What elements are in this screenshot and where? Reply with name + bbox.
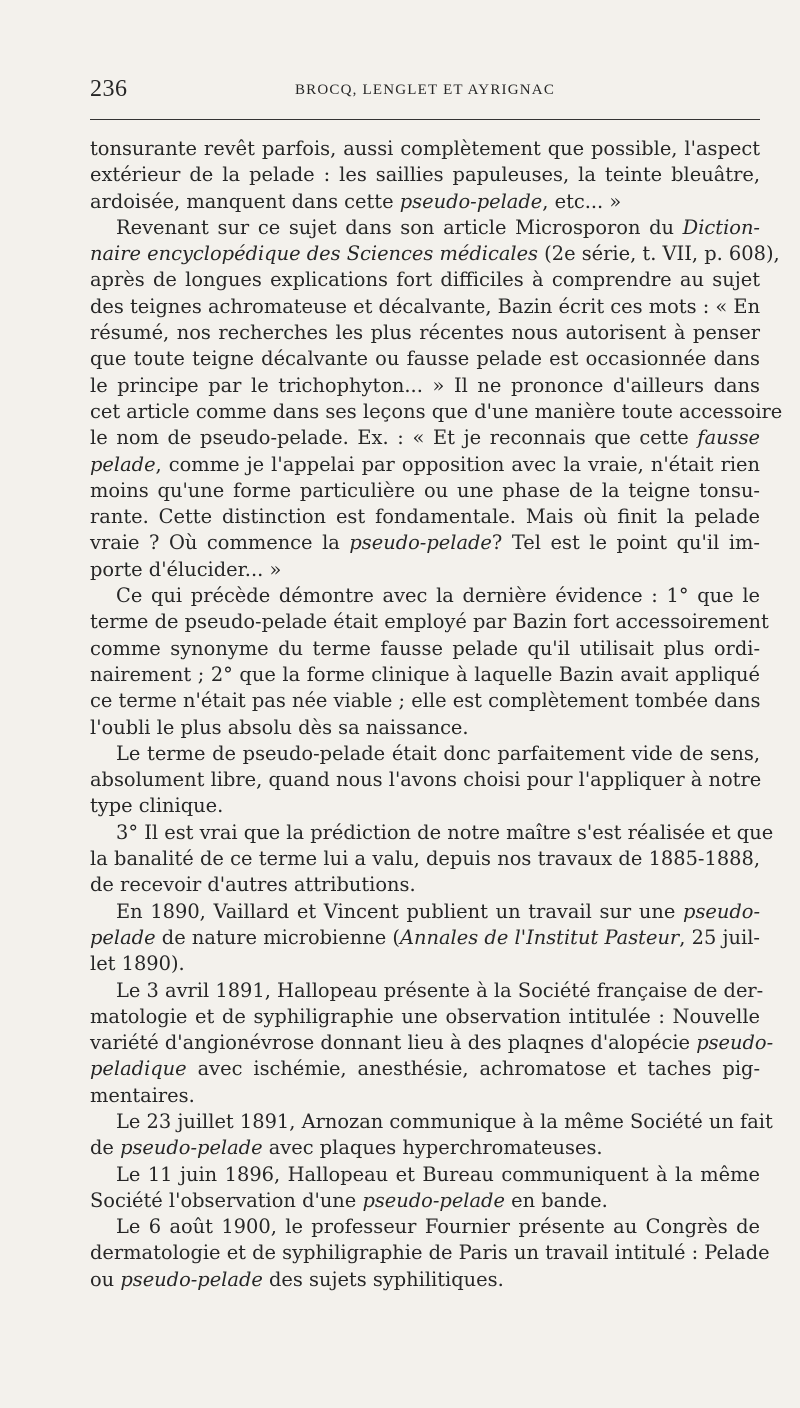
text-line	[90, 1030, 774, 1056]
italic-text: peladique	[90, 1057, 187, 1081]
text-run: porte d'élucider... »	[90, 557, 282, 581]
text-line	[90, 978, 764, 1004]
text-run: Ce qui précède démontre avec la dernière évidence : 1° que le	[116, 584, 760, 608]
text-line	[90, 346, 760, 372]
text-line	[90, 1056, 760, 1082]
text-line	[90, 662, 760, 688]
text-line	[90, 715, 760, 741]
text-run: Le 11 juin 1896, Hallopeau et Bureau communiquent à la même	[116, 1162, 760, 1186]
text-run: terme de pseudo-pelade était employé par Bazin fort accessoirement	[90, 610, 769, 634]
text-run: cet article comme dans ses leçons que d'une manière toute accessoire	[90, 399, 783, 423]
text-run: que toute teigne décalvante ou fausse pelade est occasionnée dans	[90, 347, 760, 371]
text-run: , etc... »	[542, 189, 622, 213]
text-run: en bande.	[504, 1188, 608, 1212]
running-head: BROCQ, LENGLET ET AYRIGNAC	[294, 82, 556, 98]
text-run: ? Tel est le point qu'il im-	[491, 531, 760, 555]
text-run: ardoisée, manquent dans cette	[90, 189, 400, 213]
italic-text: Annales de l'Institut Pasteur	[400, 925, 680, 949]
italic-text: pelade	[90, 925, 156, 949]
text-run: avec plaques hyperchromateuses.	[262, 1136, 603, 1160]
text-line	[90, 741, 760, 767]
text-line	[90, 530, 760, 556]
body-text	[90, 136, 783, 1293]
italic-text: pseudo-pelade	[120, 1267, 263, 1291]
text-line	[90, 373, 760, 399]
text-line	[90, 478, 760, 504]
text-run: le principe par le trichophyton... » Il ne prononce d'ailleurs dans	[90, 373, 760, 397]
text-run: variété d'angionévrose donnant lieu à des plaqnes d'alopécie	[90, 1031, 697, 1055]
text-line	[90, 688, 760, 714]
text-run: extérieur de la pelade : les saillies papuleuses, la teinte bleuâtre,	[90, 163, 760, 187]
text-line	[90, 557, 760, 583]
text-run: ce terme n'était pas née viable ; elle est complètement tombée dans	[90, 689, 761, 713]
text-run: l'oubli le plus absolu dès sa naissance.	[90, 715, 469, 739]
text-run: Revenant sur ce sujet dans son article Microsporon du	[116, 215, 683, 239]
text-run: de	[90, 1136, 121, 1160]
italic-text: pseudo-	[696, 1031, 774, 1055]
text-line	[90, 267, 760, 293]
text-run: avec ischémie, anesthésie, achromatose et taches pig-	[186, 1057, 760, 1081]
text-line	[90, 925, 760, 951]
text-run: le nom de pseudo-pelade. Ex. : « Et je reconnais que cette	[90, 426, 698, 450]
text-line	[90, 1083, 760, 1109]
text-run: En 1890, Vaillard et Vincent publient un travail sur une	[116, 899, 684, 923]
italic-text: pseudo-pelade	[362, 1188, 505, 1212]
text-line	[90, 899, 760, 925]
text-line	[90, 636, 760, 662]
text-line	[90, 294, 760, 320]
text-run: de nature microbienne (	[155, 925, 400, 949]
italic-text: pseudo-pelade	[120, 1136, 263, 1160]
italic-text: pseudo-pelade	[399, 189, 543, 213]
text-line	[90, 872, 760, 898]
text-line	[90, 504, 760, 530]
text-line	[90, 1214, 760, 1240]
text-run: Le 6 août 1900, le professeur Fournier présente au Congrès de	[116, 1215, 760, 1239]
text-line	[90, 820, 774, 846]
text-line	[90, 136, 760, 162]
text-line	[90, 846, 760, 872]
page-number: 236	[90, 76, 128, 102]
text-line	[90, 425, 760, 451]
text-line	[90, 189, 760, 215]
text-run: mentaires.	[90, 1083, 195, 1107]
text-run: des teignes achromateuse et décalvante, Bazin écrit ces mots : « En	[90, 294, 761, 318]
text-line	[90, 452, 760, 478]
text-run: , comme je l'appelai par opposition avec la vraie, n'était rien	[155, 452, 760, 476]
italic-text: Diction-	[682, 215, 760, 239]
text-run: moins qu'une forme particulière ou une phase de la teigne tonsu-	[90, 478, 760, 502]
text-run: (2e série, t. VII, p. 608),	[538, 242, 780, 266]
header-rule	[90, 119, 760, 120]
italic-text: fausse	[697, 426, 760, 450]
text-run: type clinique.	[90, 794, 224, 818]
text-run: dermatologie et de syphiligraphie de Paris un travail intitulé : Pelade	[90, 1241, 770, 1265]
text-run: Le terme de pseudo-pelade était donc parfaitement vide de sens,	[116, 741, 760, 765]
italic-text: pseudo-pelade	[349, 531, 492, 555]
text-run: Le 3 avril 1891, Hallopeau présente à la Société française de der-	[116, 978, 764, 1002]
text-run: absolument libre, quand nous l'avons choisi pour l'appliquer à notre	[90, 768, 762, 792]
text-run: après de longues explications fort difficiles à comprendre au sujet	[90, 268, 760, 292]
text-run: 3° Il est vrai que la prédiction de notre maître s'est réalisée et que	[116, 820, 774, 844]
text-line	[90, 583, 760, 609]
text-line	[90, 1240, 770, 1266]
text-run: la banalité de ce terme lui a valu, depuis nos travaux de 1885-1888,	[90, 847, 760, 871]
text-run: comme synonyme du terme fausse pelade qu'il utilisait plus ordi-	[90, 636, 760, 660]
text-run: de recevoir d'autres attributions.	[90, 873, 416, 897]
text-run: Société l'observation d'une	[90, 1188, 363, 1212]
page-header	[90, 76, 760, 104]
text-line	[90, 1267, 760, 1293]
text-run: rante. Cette distinction est fondamentale. Mais où finit la pelade	[90, 505, 760, 529]
text-line	[90, 320, 760, 346]
text-line	[90, 399, 783, 425]
text-run: tonsurante revêt parfois, aussi complètement que possible, l'aspect	[90, 137, 760, 160]
text-run: nairement ; 2° que la forme clinique à laquelle Bazin avait appliqué	[90, 662, 760, 686]
text-run: matologie et de syphiligraphie une observation intitulée : Nouvelle	[90, 1004, 760, 1028]
text-line	[90, 767, 760, 793]
text-line	[90, 1135, 760, 1161]
text-run: des sujets syphilitiques.	[262, 1267, 504, 1291]
text-line	[90, 951, 760, 977]
text-line	[90, 1004, 760, 1030]
italic-text: pelade	[90, 452, 156, 476]
text-line	[90, 1162, 760, 1188]
text-line	[90, 162, 760, 188]
text-line	[90, 609, 769, 635]
text-run: , 25 juil-	[679, 925, 760, 949]
italic-text: pseudo-	[683, 899, 760, 923]
text-line	[90, 241, 780, 267]
text-run: résumé, nos recherches les plus récentes nous autorisent à penser	[90, 321, 760, 345]
text-run: ou	[90, 1267, 121, 1291]
text-line	[90, 1188, 760, 1214]
text-line	[90, 215, 760, 241]
text-line	[90, 793, 760, 819]
text-run: let 1890).	[90, 952, 185, 976]
italic-text: naire encyclopédique des Sciences médicales	[90, 242, 539, 266]
text-line	[90, 1109, 773, 1135]
text-run: Le 23 juillet 1891, Arnozan communique à la même Société un fait	[116, 1109, 773, 1133]
text-run: vraie ? Où commence la	[90, 531, 350, 555]
